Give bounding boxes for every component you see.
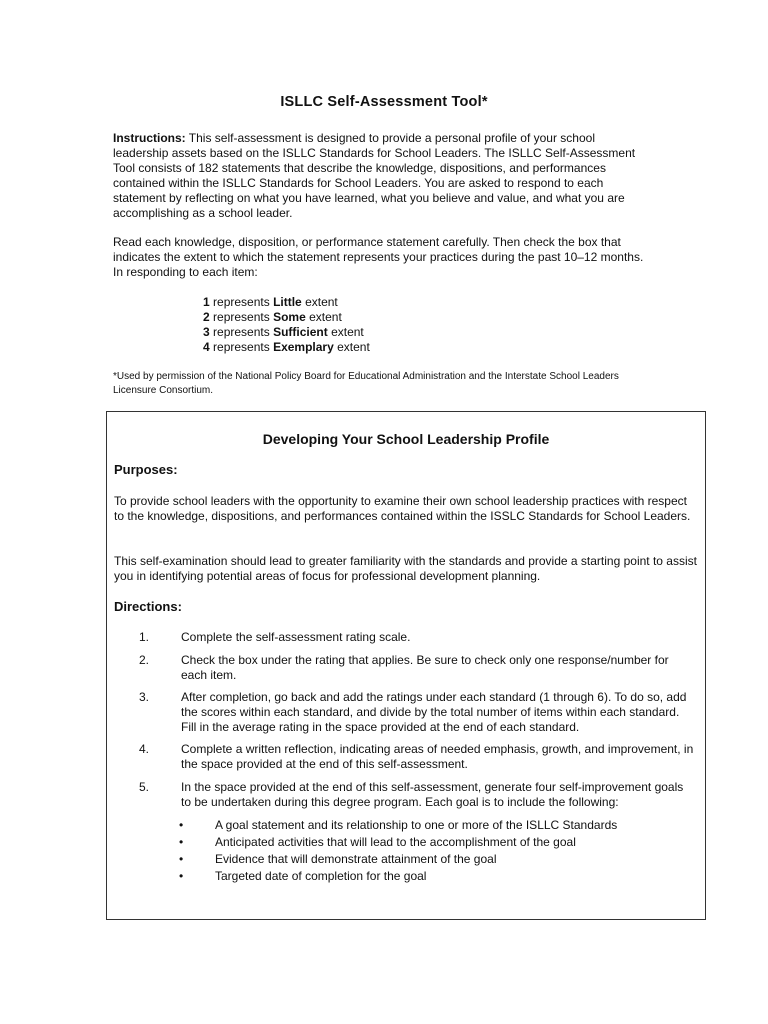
scale-word: Exemplary xyxy=(273,340,334,354)
directions-heading: Directions: xyxy=(114,599,182,614)
permission-note: *Used by permission of the National Policy Board for Educational Administration and the Interstate School Leaders Licensure Consortium. xyxy=(113,371,619,396)
instructions-label: Instructions: xyxy=(113,131,186,145)
step-text: Check the box under the rating that applies. Be sure to check only one response/number for each item. xyxy=(181,653,669,682)
instructions-text: This self-assessment is designed to provide a personal profile of your school leadership assets based on the ISLLC Standards for School Leaders. The ISLLC Self-Assessment Tool consists of 182 statements that describe the knowledge, dispositions, and performances contained within the ISLLC Standards for School Leaders. You are asked to respond to each statement by reflecting on what you have learned, what you believe and value, and what you are accomplishing as a school leader. xyxy=(113,131,636,220)
scale-text: extent xyxy=(305,310,342,324)
step-number: 3. xyxy=(138,690,149,704)
bullet-text: A goal statement and its relationship to one or more of the ISLLC Standards xyxy=(215,818,618,832)
bullet-text: Anticipated activities that will lead to the accomplishment of the goal xyxy=(215,835,576,849)
scale-number: 1 xyxy=(203,295,210,309)
step-text: In the space provided at the end of this self-assessment, generate four self-improvement goals to be undertaken during this degree program. Each goal is to include the following: xyxy=(181,780,684,809)
step-text: Complete a written reflection, indicating areas of needed emphasis, growth, and improvement, in the space provided at the end of this self-assessment. xyxy=(181,742,694,771)
purpose-paragraph: This self-examination should lead to greater familiarity with the standards and provide a starting point to assist you in identifying potential areas of focus for professional development planning. xyxy=(114,554,697,583)
bullet-icon: • xyxy=(179,852,184,866)
scale-item xyxy=(203,295,370,310)
purposes-heading: Purposes: xyxy=(114,462,178,477)
scale-text: represents xyxy=(209,310,274,324)
read-paragraph-block xyxy=(113,235,653,280)
scale-text: represents xyxy=(209,325,274,339)
scale-text: represents xyxy=(209,295,274,309)
scale-item xyxy=(203,340,370,355)
read-paragraph: Read each knowledge, disposition, or performance statement carefully. Then check the box that indicates the extent to which the statement represents your practices during the past 10–12 months. In responding to each item: xyxy=(113,235,644,279)
scale-item xyxy=(203,310,370,325)
step-number: 4. xyxy=(138,742,149,756)
scale-word: Some xyxy=(273,310,306,324)
page-title: ISLLC Self-Assessment Tool* xyxy=(280,94,488,110)
rating-scale xyxy=(203,295,370,355)
scale-item xyxy=(203,325,370,340)
scale-text: represents xyxy=(209,340,274,354)
scale-number: 3 xyxy=(203,325,210,339)
bullet-text: Targeted date of completion for the goal xyxy=(215,869,427,883)
step-number: 2. xyxy=(138,653,149,667)
scale-text: extent xyxy=(333,340,370,354)
bullet-text: Evidence that will demonstrate attainment of the goal xyxy=(215,852,497,866)
profile-box xyxy=(106,411,706,920)
scale-text: extent xyxy=(327,325,364,339)
purpose-paragraph: To provide school leaders with the opportunity to examine their own school leadership practices with respect to the knowledge, dispositions, and performances contained within the ISSLC Standards for School Leaders. xyxy=(114,494,691,523)
scale-word: Little xyxy=(273,295,302,309)
bullet-icon: • xyxy=(179,818,184,832)
step-number: 1. xyxy=(138,630,149,644)
scale-number: 2 xyxy=(203,310,210,324)
instructions-block xyxy=(113,131,653,221)
bullet-icon: • xyxy=(179,835,184,849)
profile-title: Developing Your School Leadership Profile xyxy=(262,431,550,447)
step-number: 5. xyxy=(138,780,149,794)
scale-number: 4 xyxy=(203,340,210,354)
bullet-icon: • xyxy=(179,869,184,883)
step-text: After completion, go back and add the ratings under each standard (1 through 6). To do so, add the scores within each standard, and divide by the total number of items within each standard. Fill in the average rating in the space provided at the end of each standard. xyxy=(181,690,687,734)
scale-word: Sufficient xyxy=(273,325,328,339)
step-text: Complete the self-assessment rating scale. xyxy=(181,630,411,644)
scale-text: extent xyxy=(301,295,338,309)
